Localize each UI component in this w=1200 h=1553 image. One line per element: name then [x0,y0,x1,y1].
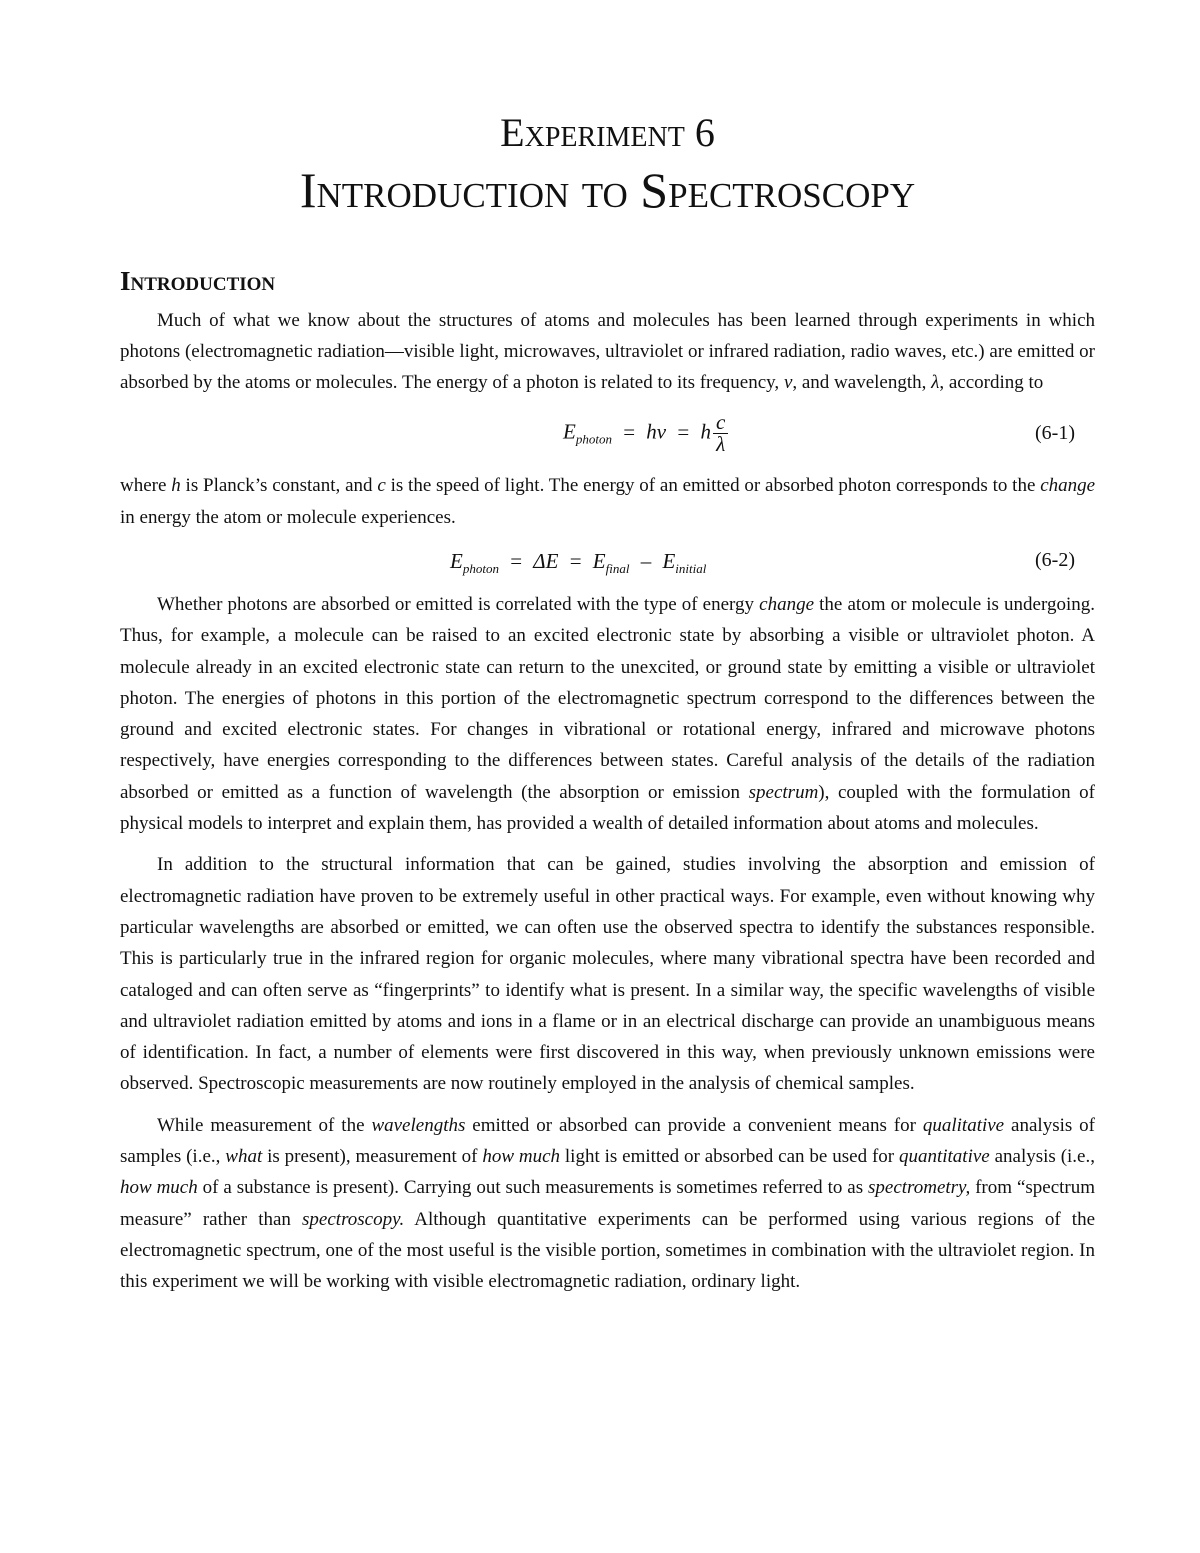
lambda-symbol: λ [931,372,940,394]
fraction-c-over-lambda: $\frac{c}{\lambda}$ [713,412,728,455]
equation-6-1-expression: $E_{photon} = h\nu = h$ $\frac{c}{\lambda}$ [563,412,728,455]
paragraph-1: Much of what we know about the structures of atoms and molecules has been learned through experiments in which photons (electromagnetic radiation—visible light, microwaves, ultraviolet or infrared radiation, radio waves, etc.) are emitted or absorbed by the atoms or molecules. The energy of a photon is related to its frequency, ν, and wavelength, λ, according to [120,309,1095,394]
equation-6-2-expression: $E_{photon} = \Delta E = E_{final} - E_{initial}$ [450,548,707,576]
nu-symbol: ν [783,372,793,394]
equation-label-6-2: (6-2) [1035,548,1075,571]
equation-6-1 [120,408,1095,470]
equation-6-2 [120,543,1095,589]
equation-label-6-1: (6-1) [1035,422,1075,445]
paragraph-5: While measurement of the wavelengths emitted or absorbed can provide a convenient means for qualitative analysis of samples (i.e., what is present), measurement of how much light is emitted or absorbed can be used for quantitative analysis (i.e., how much of a substance is present). Carrying out such measurements is sometimes referred to as spectrometry, from “spectrum measure” rather than spectroscopy. Although quantitative experiments can be performed using various regions of the electromagnetic spectrum, one of the most useful is the visible portion, sometimes in combination with the ultraviolet region. In this experiment we will be working with visible electromagnetic radiation, ordinary light. [120,1114,1096,1293]
experiment-main-title: Introduction to Spectroscopy [299,162,916,218]
experiment-number-title: Experiment 6 [500,110,715,155]
paragraph-2: where h is Planck’s constant, and c is the speed of light. The energy of an emitted or absorbed photon corresponds to the change in energy the atom or molecule experiences. [120,475,1096,528]
document-page [120,110,1095,1308]
section-heading-introduction: Introduction [120,265,276,296]
paragraph-3: Whether photons are absorbed or emitted is correlated with the type of energy change the atom or molecule is undergoing. Thus, for example, a molecule can be raised to an excited electronic state by absorbing a visible or ultraviolet photon. A molecule already in an excited electronic state can return to the unexcited, or ground state by emitting a visible or ultraviolet photon. The energies of photons in this portion of the electromagnetic spectrum correspond to the differences between the ground and excited electronic states. For changes in vibrational or rotational energy, infrared and microwave photons respectively, have energies corresponding to the differences between states. Careful analysis of the details of the radiation absorbed or emitted as a function of wavelength (the absorption or emission spectrum), coupled with the formulation of physical models to interpret and explain them, has provided a wealth of detailed information about atoms and molecules. [120,593,1096,835]
paragraph-4: In addition to the structural information that can be gained, studies involving the absorption and emission of electromagnetic radiation have proven to be extremely useful in other practical ways. For example, even without knowing why particular wavelengths are absorbed or emitted, we can often use the observed spectra to identify the substances responsible. This is particularly true in the infrared region for organic molecules, where many vibrational spectra have been recorded and cataloged and can often serve as “fingerprints” to identify what is present. In a similar way, the specific wavelengths of visible and ultraviolet radiation emitted by atoms and ions in a flame or in an electrical discharge can provide an unambiguous means of identification. In fact, a number of elements were first discovered in this way, when previously unknown emissions were observed. Spectroscopic measurements are now routinely employed in the analysis of chemical samples. [120,854,1095,1095]
